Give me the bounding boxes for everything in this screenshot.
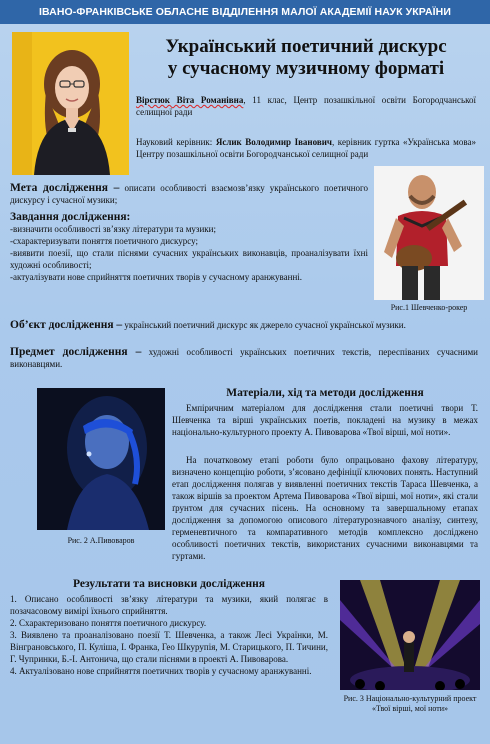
object-text: український поетичний дискурс як джерело сучасної української музики. — [122, 320, 406, 330]
title-line-1: Український поетичний дискурс — [165, 36, 447, 57]
methods-paragraph-2-text: На початковому етапі роботи було опрацьовано фахову літературу, визначено концепцію роботи, з’ясовано дефініції ключових понять. Наступний етап дослідження полягав у виявленні поетичних текстів Тараса Шевченка, а також віршів за проектом Артема Пивоварова «Твої вірші, мої ноти», які стали ґрунтом для сучасних пісень. На основному та завершальному етапах дослідження за допомогою описового літературознавчого аналізу, синтезу, герменевтичного та компаративного методів комплексно досліджено особливості поетичних текстів, використаних сучасними виконавцями та гуртами. — [172, 455, 478, 561]
subject-text: художні особливості українських поетичних текстів, переспіваних сучасними виконавцями. — [10, 347, 478, 369]
supervisor-info — [136, 136, 476, 160]
task-item: -виявити поезії, що стали піснями сучасних українських виконавців, проаналізувати їхні художні особливості; — [10, 248, 368, 270]
tasks-list — [10, 223, 368, 283]
subject-label: Предмет дослідження – — [10, 346, 142, 358]
results-list — [10, 593, 328, 677]
author-name: Вірстюк Віта Романівна — [136, 95, 244, 105]
author-info — [136, 94, 476, 118]
result-item: 2. Схарактеризовано поняття поетичного дискурсу. — [10, 618, 207, 628]
tasks-section — [10, 211, 368, 283]
author-portrait — [12, 32, 129, 175]
object-label: Об’єкт дослідження – — [10, 319, 123, 331]
goal-text: описати особливості взаємозв’язку українського поетичного дискурсу і сучасної музики; — [10, 183, 369, 205]
supervisor-prefix: Науковий керівник: — [136, 137, 216, 147]
header-banner: ІВАНО-ФРАНКІВСЬКЕ ОБЛАСНЕ ВІДДІЛЕННЯ МАЛОЇ АКАДЕМІЇ НАУК УКРАЇНИ — [0, 0, 490, 24]
goal-section — [10, 182, 368, 206]
poster-title — [136, 36, 476, 80]
methods-title: Матеріали, хід та методи дослідження — [226, 387, 424, 399]
tasks-label: Завдання дослідження: — [10, 211, 131, 223]
methods-paragraph-1: Емпіричним матеріалом для дослідження стали поетичні твори Т. Шевченка та вірші українських поетів, покладені на музику в межах національно-культурного проекту А. Пивоварова «Твої вірші, мої ноти». — [172, 403, 478, 437]
goal-label: Мета дослідження – — [10, 182, 120, 194]
result-item: 4. Актуалізовано нове сприйняття поетичних творів у сучасному аранжуванні. — [10, 666, 312, 676]
task-item: -актуалізувати нове сприйняття поетичних творів у сучасному аранжуванні. — [10, 272, 303, 282]
figure-2-caption: Рис. 2 А.Пивоваров — [67, 536, 135, 545]
object-section — [10, 319, 478, 331]
supervisor-name: Яслик Володимир Іванович — [215, 137, 333, 147]
author-details: , 11 клас, Центр позашкільної освіти Богородчанської селищної ради — [136, 95, 476, 117]
subject-section — [10, 346, 478, 370]
supervisor-details: , керівник гуртка «Українська мова» Центру позашкільної освіти Богородчанської селищної ради — [136, 137, 476, 159]
figure-1-caption: Рис.1 Шевченко-рокер — [390, 303, 468, 312]
result-item: 1. Описано особливості зв’язку літератури та музики, який полягає в позачасовому вимірі їхнього сприйняття. — [10, 594, 328, 616]
task-item: -визначити особливості зв’язку літератури та музики; — [10, 224, 216, 234]
result-item: 3. Виявлено та проаналізовано поезії Т. Шевченка, а також Лесі Українки, М. Вінграновського, П. Куліша, І. Франка, Гео Шкурупія, М. Старицького, П. Тичини, Г. Чупринки, Б.-І. Антонича, що стали піснями в проекті А. Пивоварова. — [10, 630, 328, 664]
figure-2-image — [37, 388, 165, 530]
results-title: Результати та висновки дослідження — [73, 578, 265, 590]
methods-paragraph-2 — [172, 454, 478, 562]
task-item: -схарактеризувати поняття поетичного дискурсу; — [10, 236, 199, 246]
figure-3-image — [340, 580, 480, 690]
title-line-2: у сучасному музичному форматі — [167, 58, 445, 79]
figure-1-image — [374, 166, 484, 300]
figure-3-caption: Рис. 3 Національно-культурний проект «Твої вірші, мої ноти» — [343, 694, 477, 713]
